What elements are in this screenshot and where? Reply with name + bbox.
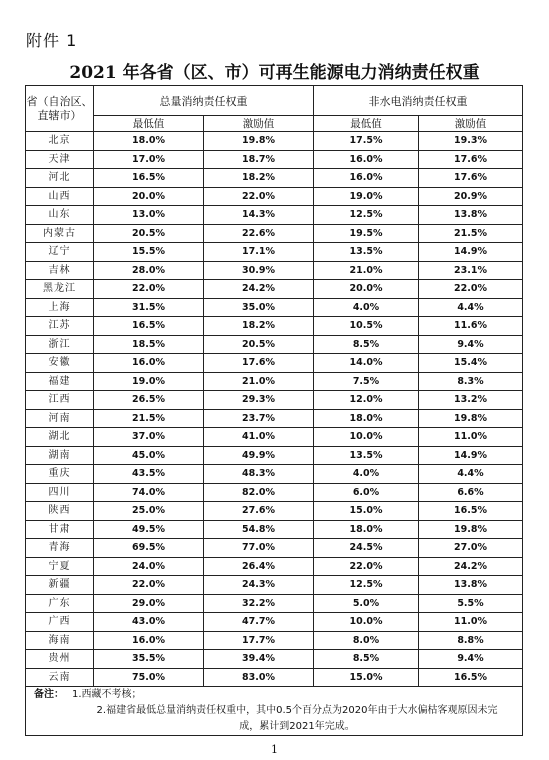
value-cell: 48.3% [204,465,314,484]
attachment-label: 附件 1 [26,31,78,50]
province-cell: 广东 [26,594,94,613]
value-cell: 24.2% [419,557,523,576]
value-cell: 8.5% [314,650,419,669]
table-row [26,409,523,428]
value-cell: 37.0% [94,428,204,447]
province-cell: 北京 [26,132,94,151]
value-cell: 31.5% [94,298,204,317]
value-cell: 19.0% [94,372,204,391]
value-cell: 6.6% [419,483,523,502]
table-row [26,150,523,169]
table-row [26,169,523,188]
quota-table [25,85,523,736]
value-cell: 49.9% [204,446,314,465]
value-cell: 23.1% [419,261,523,280]
value-cell: 82.0% [204,483,314,502]
value-cell: 10.5% [314,317,419,336]
table-row [26,280,523,299]
value-cell: 4.0% [314,465,419,484]
nonhydro-min-header: 最低值 [314,116,419,132]
value-cell: 11.0% [419,613,523,632]
table-row [26,224,523,243]
province-cell: 甘肃 [26,520,94,539]
value-cell: 22.0% [94,576,204,595]
value-cell: 15.4% [419,354,523,373]
value-cell: 19.8% [204,132,314,151]
province-cell: 湖北 [26,428,94,447]
value-cell: 8.5% [314,335,419,354]
province-cell: 江西 [26,391,94,410]
note-item: 成，累计到2021年完成。 [239,721,355,732]
nonhydro-incentive-header: 激励值 [419,116,523,132]
value-cell: 77.0% [204,539,314,558]
value-cell: 17.1% [204,243,314,262]
value-cell: 45.0% [94,446,204,465]
value-cell: 69.5% [94,539,204,558]
value-cell: 43.0% [94,613,204,632]
value-cell: 15.5% [94,243,204,262]
value-cell: 28.0% [94,261,204,280]
value-cell: 14.9% [419,446,523,465]
table-row [26,317,523,336]
value-cell: 27.0% [419,539,523,558]
table-row [26,594,523,613]
value-cell: 13.0% [94,206,204,225]
value-cell: 75.0% [94,668,204,687]
table-row [26,243,523,262]
value-cell: 22.0% [314,557,419,576]
value-cell: 47.7% [204,613,314,632]
province-cell: 吉林 [26,261,94,280]
value-cell: 18.0% [314,409,419,428]
value-cell: 17.0% [94,150,204,169]
value-cell: 21.0% [204,372,314,391]
value-cell: 13.5% [314,446,419,465]
province-cell: 云南 [26,668,94,687]
table-row [26,465,523,484]
value-cell: 14.0% [314,354,419,373]
value-cell: 27.6% [204,502,314,521]
table-row [26,613,523,632]
value-cell: 12.5% [314,206,419,225]
table-row [26,261,523,280]
province-cell: 广西 [26,613,94,632]
table-row [26,354,523,373]
table-row [26,187,523,206]
value-cell: 6.0% [314,483,419,502]
province-cell: 海南 [26,631,94,650]
province-cell: 河南 [26,409,94,428]
note-item: 2.福建省最低总量消纳责任权重中，其中0.5个百分点为2020年由于大水偏枯客观原因未完 [96,705,498,716]
nonhydro-quota-header: 非水电消纳责任权重 [314,86,523,116]
province-cell: 山东 [26,206,94,225]
province-cell: 浙江 [26,335,94,354]
value-cell: 16.0% [94,631,204,650]
value-cell: 19.5% [314,224,419,243]
value-cell: 39.4% [204,650,314,669]
value-cell: 17.5% [314,132,419,151]
table-row [26,335,523,354]
table-row [26,557,523,576]
value-cell: 18.0% [94,132,204,151]
table-row [26,206,523,225]
value-cell: 9.4% [419,335,523,354]
value-cell: 18.5% [94,335,204,354]
value-cell: 22.0% [204,187,314,206]
value-cell: 16.0% [314,169,419,188]
province-cell: 重庆 [26,465,94,484]
value-cell: 20.5% [94,224,204,243]
value-cell: 21.0% [314,261,419,280]
value-cell: 13.5% [314,243,419,262]
value-cell: 17.6% [204,354,314,373]
value-cell: 20.9% [419,187,523,206]
page-number: 1 [271,743,278,756]
value-cell: 18.2% [204,169,314,188]
value-cell: 10.0% [314,428,419,447]
value-cell: 23.7% [204,409,314,428]
value-cell: 13.2% [419,391,523,410]
value-cell: 5.0% [314,594,419,613]
value-cell: 18.7% [204,150,314,169]
value-cell: 22.0% [94,280,204,299]
value-cell: 19.8% [419,409,523,428]
value-cell: 22.6% [204,224,314,243]
province-cell: 辽宁 [26,243,94,262]
province-cell: 江苏 [26,317,94,336]
notes-label: 备注： [34,689,64,700]
value-cell: 13.8% [419,576,523,595]
value-cell: 16.5% [94,317,204,336]
table-row [26,446,523,465]
value-cell: 24.3% [204,576,314,595]
value-cell: 4.4% [419,298,523,317]
value-cell: 20.0% [94,187,204,206]
province-cell: 四川 [26,483,94,502]
table-row [26,668,523,687]
table-row [26,650,523,669]
total-incentive-header: 激励值 [204,116,314,132]
table-row [26,520,523,539]
value-cell: 8.3% [419,372,523,391]
value-cell: 17.7% [204,631,314,650]
table-body [26,132,523,687]
province-cell: 安徽 [26,354,94,373]
table-row [26,576,523,595]
total-quota-header: 总量消纳责任权重 [94,86,314,116]
value-cell: 74.0% [94,483,204,502]
value-cell: 7.5% [314,372,419,391]
value-cell: 21.5% [94,409,204,428]
value-cell: 24.0% [94,557,204,576]
value-cell: 43.5% [94,465,204,484]
value-cell: 8.8% [419,631,523,650]
value-cell: 17.6% [419,169,523,188]
value-cell: 16.5% [419,502,523,521]
value-cell: 4.4% [419,465,523,484]
value-cell: 15.0% [314,502,419,521]
value-cell: 24.2% [204,280,314,299]
value-cell: 49.5% [94,520,204,539]
table-row [26,483,523,502]
table-row [26,539,523,558]
value-cell: 11.6% [419,317,523,336]
value-cell: 35.5% [94,650,204,669]
province-cell: 福建 [26,372,94,391]
province-cell: 陕西 [26,502,94,521]
value-cell: 4.0% [314,298,419,317]
total-min-header: 最低值 [94,116,204,132]
value-cell: 54.8% [204,520,314,539]
value-cell: 25.0% [94,502,204,521]
value-cell: 17.6% [419,150,523,169]
value-cell: 16.0% [94,354,204,373]
value-cell: 11.0% [419,428,523,447]
value-cell: 32.2% [204,594,314,613]
notes-cell [26,687,523,736]
table-row [26,391,523,410]
value-cell: 8.0% [314,631,419,650]
value-cell: 15.0% [314,668,419,687]
value-cell: 14.9% [419,243,523,262]
value-cell: 21.5% [419,224,523,243]
province-cell: 河北 [26,169,94,188]
value-cell: 26.4% [204,557,314,576]
note-item: 1.西藏不考核； [72,689,142,700]
value-cell: 26.5% [94,391,204,410]
value-cell: 12.0% [314,391,419,410]
value-cell: 16.5% [94,169,204,188]
value-cell: 29.0% [94,594,204,613]
table-row [26,372,523,391]
province-cell: 青海 [26,539,94,558]
value-cell: 19.8% [419,520,523,539]
value-cell: 5.5% [419,594,523,613]
province-header: 省（自治区、直辖市） [26,86,94,132]
value-cell: 14.3% [204,206,314,225]
province-cell: 湖南 [26,446,94,465]
document-title: 2021 年各省（区、市）可再生能源电力消纳责任权重 [69,63,480,83]
province-cell: 黑龙江 [26,280,94,299]
province-cell: 天津 [26,150,94,169]
value-cell: 16.0% [314,150,419,169]
table-row [26,502,523,521]
table-row [26,631,523,650]
province-cell: 贵州 [26,650,94,669]
province-cell: 上海 [26,298,94,317]
province-cell: 山西 [26,187,94,206]
province-cell: 新疆 [26,576,94,595]
value-cell: 19.3% [419,132,523,151]
value-cell: 10.0% [314,613,419,632]
value-cell: 35.0% [204,298,314,317]
value-cell: 9.4% [419,650,523,669]
table-row [26,132,523,151]
value-cell: 29.3% [204,391,314,410]
value-cell: 24.5% [314,539,419,558]
province-cell: 宁夏 [26,557,94,576]
value-cell: 20.5% [204,335,314,354]
value-cell: 16.5% [419,668,523,687]
value-cell: 20.0% [314,280,419,299]
value-cell: 22.0% [419,280,523,299]
province-cell: 内蒙古 [26,224,94,243]
value-cell: 41.0% [204,428,314,447]
value-cell: 13.8% [419,206,523,225]
value-cell: 18.0% [314,520,419,539]
value-cell: 18.2% [204,317,314,336]
table-row [26,298,523,317]
value-cell: 83.0% [204,668,314,687]
value-cell: 30.9% [204,261,314,280]
value-cell: 12.5% [314,576,419,595]
table-row [26,428,523,447]
value-cell: 19.0% [314,187,419,206]
